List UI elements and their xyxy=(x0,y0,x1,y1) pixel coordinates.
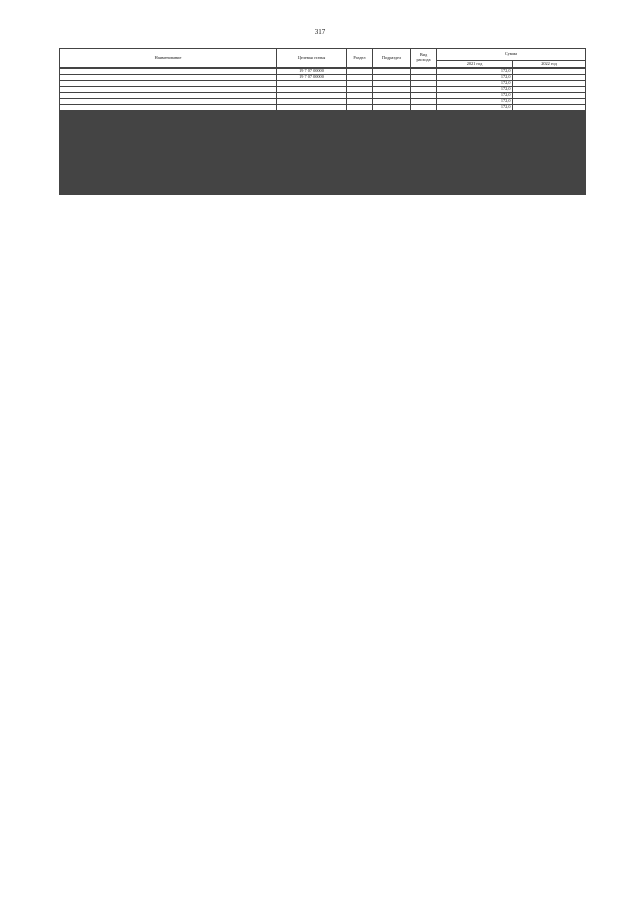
table-body xyxy=(60,68,586,195)
header-expense-type: Вид расхода xyxy=(411,49,437,68)
header-year-2022: 2022 год xyxy=(513,61,586,68)
row-amount-2022 xyxy=(513,193,586,194)
row-amount-2021: 172,0 xyxy=(437,98,513,104)
header-amount: Сумма xyxy=(437,49,586,61)
row-amount-2021: 172,0 xyxy=(437,74,513,80)
header-year-2021: 2021 год xyxy=(437,61,513,68)
row-expense-type xyxy=(411,193,437,194)
row-target-article: 19 7 07 00000 xyxy=(277,74,347,80)
row-amount-2021: 172,0 xyxy=(437,104,513,110)
row-amount-2021: 172,0 xyxy=(437,86,513,92)
row-subsection xyxy=(373,193,411,194)
row-amount-2021: 172,0 xyxy=(437,69,513,75)
budget-table xyxy=(59,48,586,195)
row-target-article: 19 7 07 00000 xyxy=(277,69,347,75)
row-target-article xyxy=(277,193,347,194)
page-number: 317 xyxy=(314,28,326,36)
row-section xyxy=(347,193,373,194)
header-subsection: Подраздел xyxy=(373,49,411,68)
header-target-article: Целевая статья xyxy=(277,49,347,68)
table-row xyxy=(60,193,586,194)
row-amount-2021 xyxy=(437,193,513,194)
row-amount-2021: 172,0 xyxy=(437,92,513,98)
header-section: Раздел xyxy=(347,49,373,68)
header-name: Наименование xyxy=(60,49,277,68)
row-name xyxy=(60,193,277,194)
table-header xyxy=(60,49,586,68)
row-amount-2021: 172,0 xyxy=(437,80,513,86)
